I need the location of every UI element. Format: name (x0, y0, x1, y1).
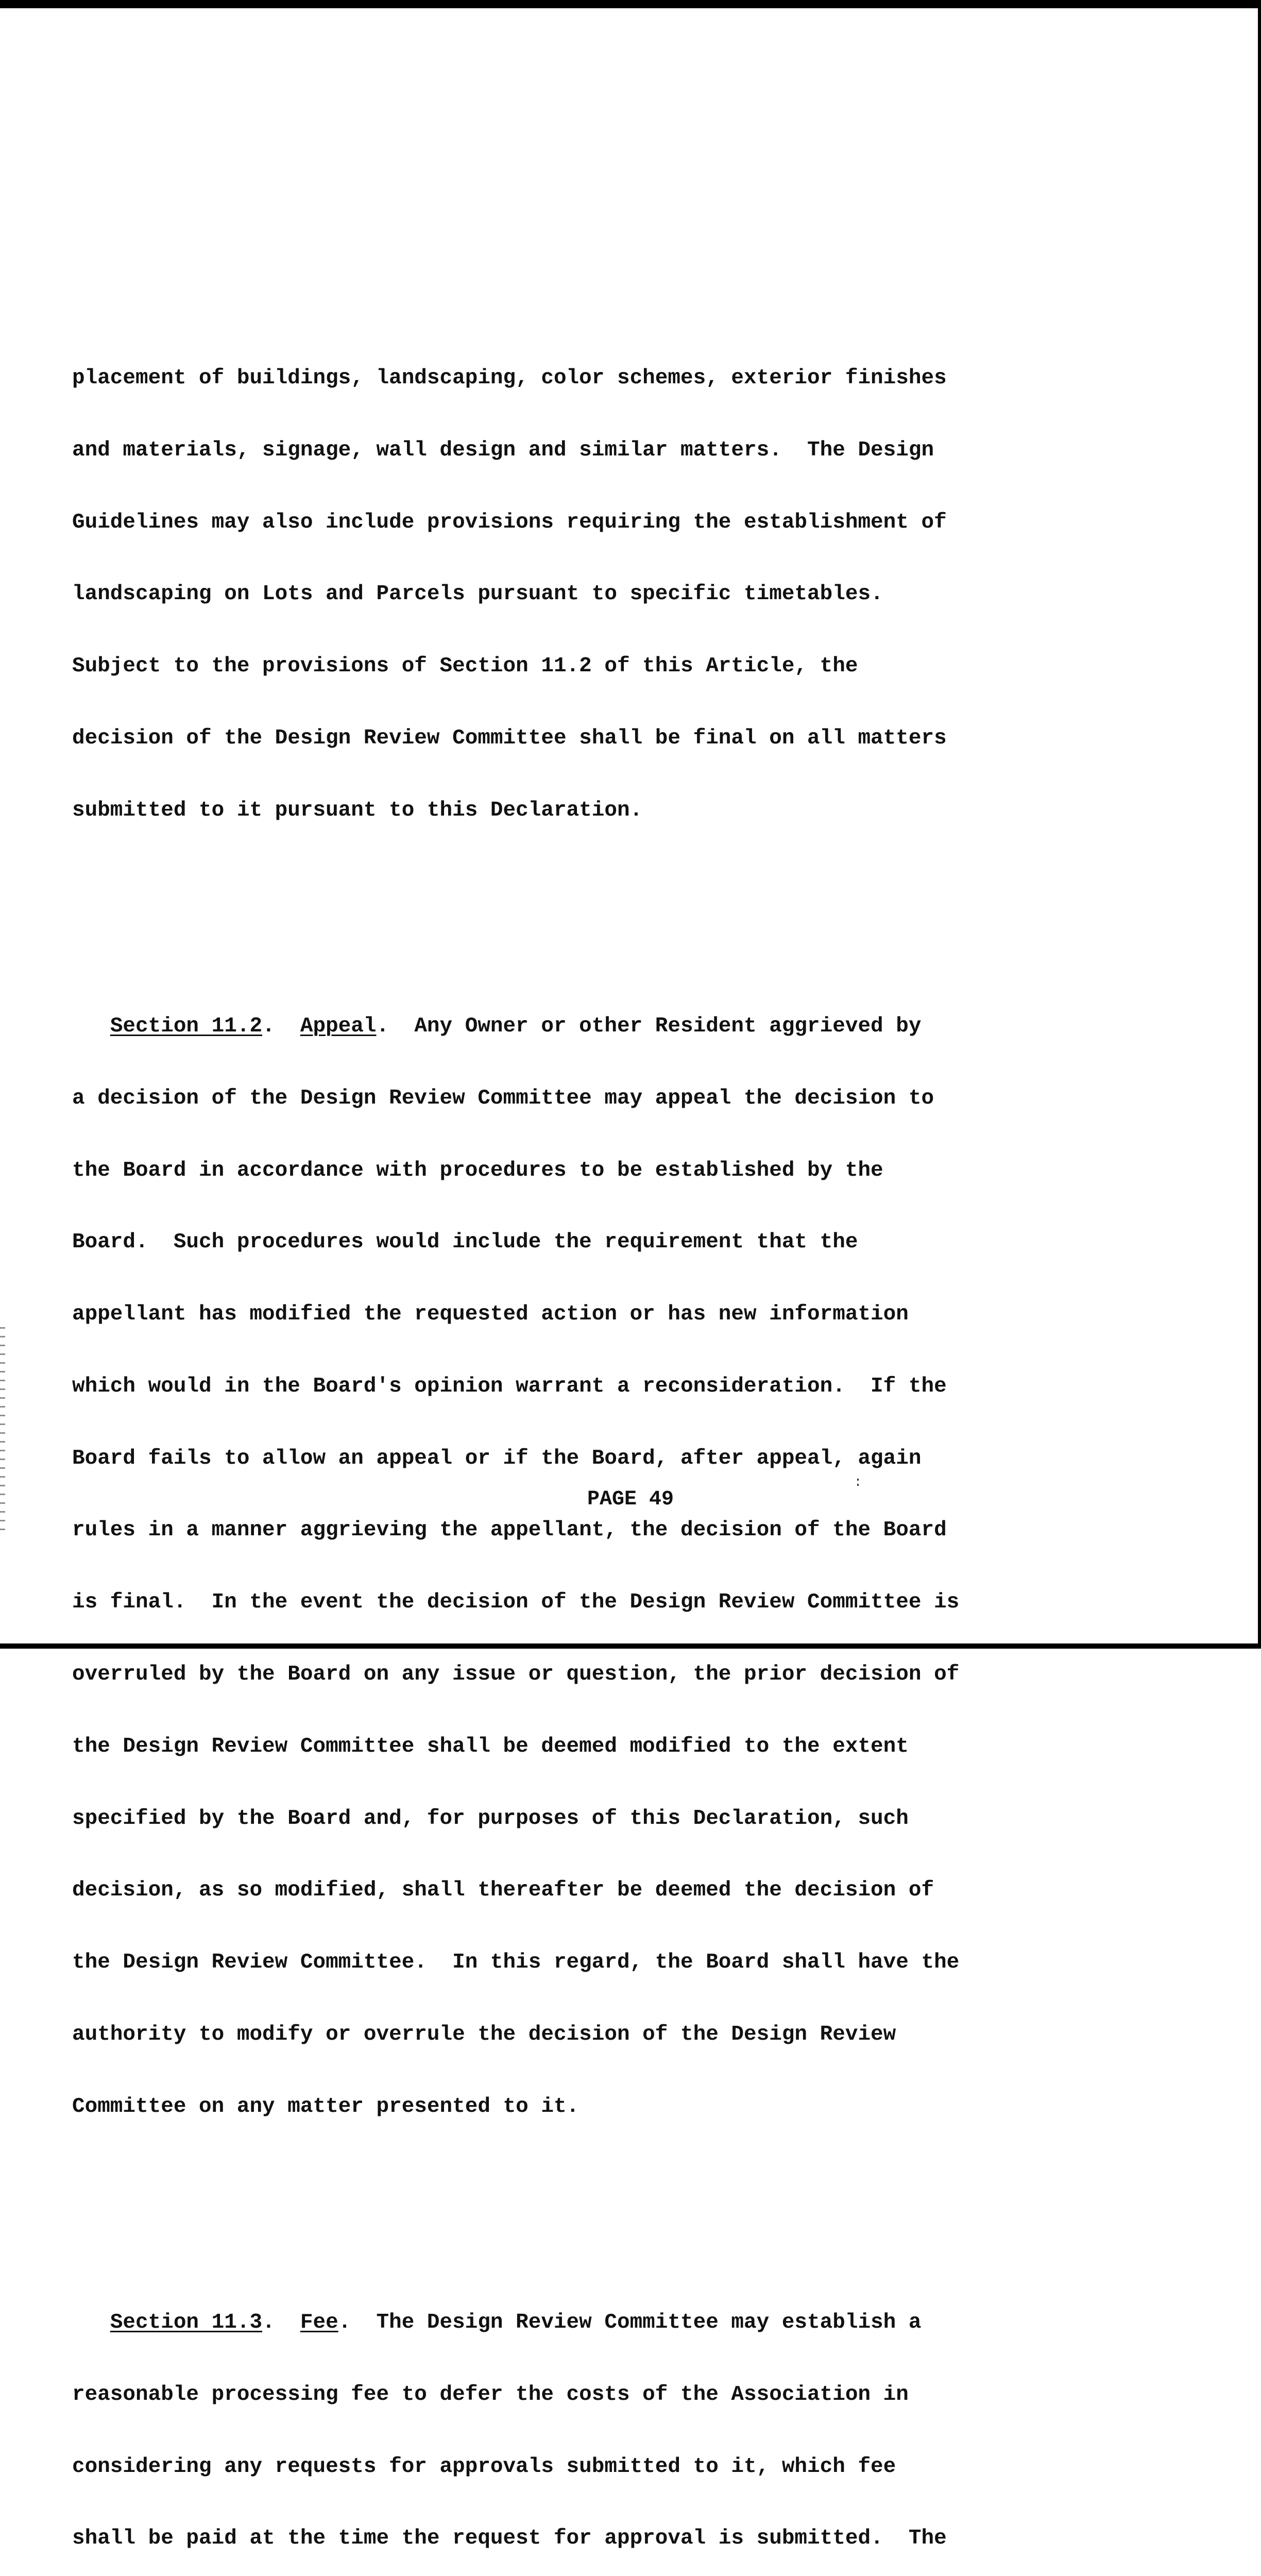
section-number: Section 11.2 (110, 1014, 263, 1038)
text-line: Board fails to allow an appeal or if the Board, after appeal, again (72, 1446, 922, 1470)
text-line: placement of buildings, landscaping, color schemes, exterior finishes (72, 366, 947, 390)
text-line: which would in the Board's opinion warrant a reconsideration. If the (72, 1374, 947, 1398)
text-line: appellant has modified the requested action or has new information (72, 1302, 909, 1327)
section-title: Fee (300, 2311, 338, 2335)
text-line: reasonable processing fee to defer the costs of the Association in (72, 2382, 909, 2406)
page-number: PAGE 49 (587, 1488, 674, 1511)
section-title: Appeal (300, 1014, 377, 1038)
text-line: Board. Such procedures would include the requirement that the (72, 1230, 858, 1255)
text-line: landscaping on Lots and Parcels pursuant to specific timetables. (72, 582, 883, 606)
text-line: overruled by the Board on any issue or question, the prior decision of (72, 1663, 960, 1687)
text-fragment: Any Owner or other Resident aggrieved by (414, 1014, 922, 1038)
text-line: rules in a manner aggrieving the appellant, the decision of the Board (72, 1518, 947, 1543)
text-line: authority to modify or overrule the decision of the Design Review (72, 2022, 896, 2046)
section-heading-line: Section 11.2. Appeal. Any Owner or other Resident aggrieved by (110, 1014, 922, 1038)
paragraph-design-guidelines (72, 318, 1133, 871)
text-fragment: The Design Review Committee may establish a (376, 2311, 922, 2335)
text-line: shall be paid at the time the request for approval is submitted. The (72, 2527, 947, 2551)
text-line: and materials, signage, wall design and similar matters. The Design (72, 438, 934, 462)
section-11-2 (72, 967, 1133, 2167)
section-heading-line: Section 11.3. Fee. The Design Review Committee may establish a (110, 2311, 922, 2335)
text-line: specified by the Board and, for purposes of this Declaration, such (72, 1806, 909, 1831)
text-line: decision of the Design Review Committee shall be final on all matters (72, 726, 947, 750)
text-line: Committee on any matter presented to it. (72, 2094, 580, 2119)
text-line: the Board in accordance with procedures to be established by the (72, 1158, 883, 1182)
section-number: Section 11.3 (110, 2311, 263, 2335)
text-line: a decision of the Design Review Committee may appeal the decision to (72, 1086, 934, 1110)
text-line: considering any requests for approvals submitted to it, which fee (72, 2454, 896, 2479)
text-line: Subject to the provisions of Section 11.2 of this Article, the (72, 654, 858, 679)
text-line: the Design Review Committee shall be deemed modified to the extent (72, 1734, 909, 1758)
document-body (72, 246, 1133, 2576)
section-11-3 (72, 2263, 1133, 2576)
text-line: Guidelines may also include provisions requiring the establishment of (72, 510, 947, 534)
text-line: submitted to it pursuant to this Declaration. (72, 798, 643, 822)
text-line: is final. In the event the decision of the Design Review Committee is (72, 1590, 960, 1615)
scan-speck (857, 1484, 859, 1486)
scan-speck (857, 1479, 859, 1481)
text-line: the Design Review Committee. In this regard, the Board shall have the (72, 1951, 960, 1975)
text-line: decision, as so modified, shall thereafter be deemed the decision of (72, 1878, 934, 1903)
